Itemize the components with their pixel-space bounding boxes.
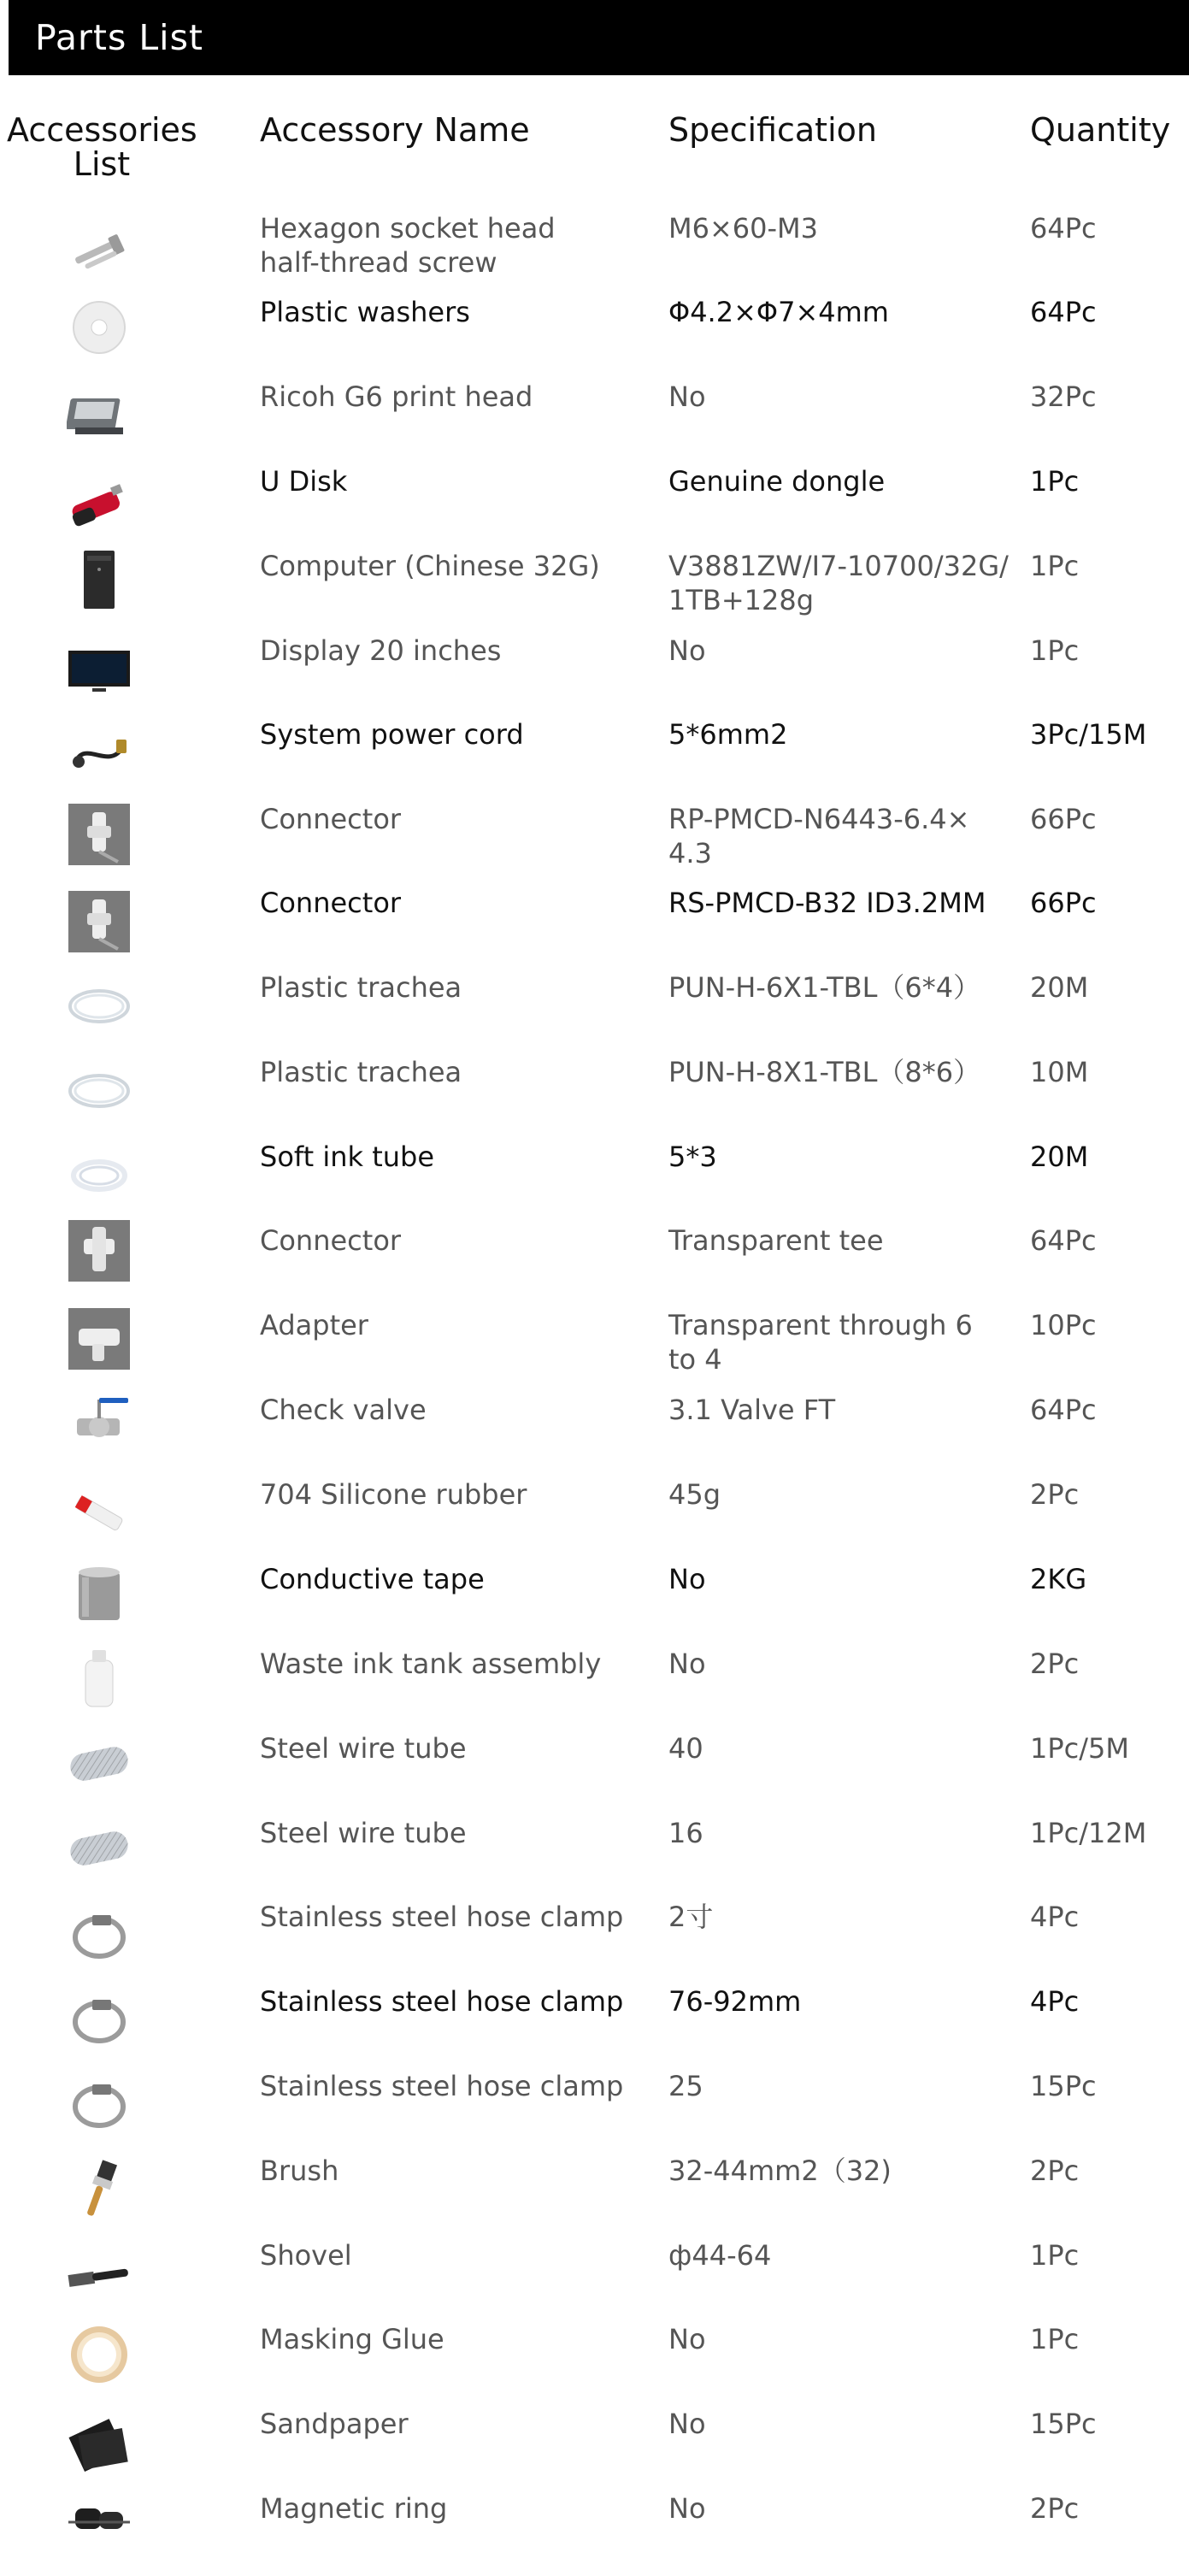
tube-coil-icon — [67, 1058, 132, 1123]
table-row — [0, 2491, 1189, 2576]
specification-line: 4.3 — [668, 837, 712, 869]
accessory-name — [260, 295, 653, 329]
accessory-name-line: Plastic trachea — [260, 1056, 462, 1088]
specification — [668, 1055, 1019, 1089]
specification-line: M6×60-M3 — [668, 212, 819, 245]
specification-line: 2寸 — [668, 1901, 714, 1933]
accessory-name-line: Connector — [260, 887, 402, 919]
accessory-name-line: 704 Silicone rubber — [260, 1478, 527, 1511]
quantity: 3Pc/15M — [1030, 718, 1147, 751]
accessory-name-line: U Disk — [260, 465, 348, 498]
quantity: 2Pc — [1030, 1648, 1080, 1680]
quantity: 64Pc — [1030, 296, 1097, 328]
specification-line: Transparent tee — [668, 1224, 884, 1257]
quantity: 64Pc — [1030, 1394, 1097, 1426]
accessory-name-line: Connector — [260, 803, 402, 835]
table-row — [0, 211, 1189, 296]
specification — [668, 2069, 1019, 2103]
table-row — [0, 2407, 1189, 2491]
specification — [668, 1562, 1019, 1596]
specification-line: 76-92mm — [668, 1985, 802, 2018]
header-accessories-line-2: List — [73, 145, 131, 183]
specification — [668, 802, 1019, 870]
specification — [668, 380, 1019, 414]
specification-line: 25 — [668, 2070, 703, 2102]
hose-clamp-icon — [67, 1988, 132, 2053]
table-row — [0, 464, 1189, 549]
header-accessories-line-1: Accessories — [7, 111, 197, 149]
specification-line: ф44-64 — [668, 2239, 772, 2272]
accessory-name-line: Sandpaper — [260, 2408, 409, 2440]
specification-line: No — [668, 2408, 706, 2440]
specification — [668, 1731, 1019, 1765]
table-row — [0, 717, 1189, 802]
quantity: 1Pc — [1030, 2323, 1080, 2355]
print-head-icon — [67, 383, 132, 448]
table-row — [0, 1140, 1189, 1224]
specification — [668, 295, 1019, 329]
table-row — [0, 1308, 1189, 1393]
specification — [668, 2491, 1019, 2526]
specification — [668, 1477, 1019, 1512]
accessory-name — [260, 211, 653, 280]
usb-disk-icon — [67, 468, 132, 533]
specification — [668, 549, 1019, 617]
ink-tube-icon — [67, 1143, 132, 1208]
accessory-name — [260, 634, 653, 668]
specification-line: Genuine dongle — [668, 465, 886, 498]
specification-line: V3881ZW/I7-10700/32G/ — [668, 550, 1009, 582]
accessory-name — [260, 2154, 653, 2188]
table-row — [0, 634, 1189, 718]
specification — [668, 1816, 1019, 1850]
specification-line: Φ4.2×Φ7×4mm — [668, 296, 889, 328]
monitor-icon — [67, 639, 132, 704]
table-row — [0, 1393, 1189, 1477]
header-quantity: Quantity — [1030, 111, 1171, 149]
accessory-name — [260, 1900, 653, 1934]
specification — [668, 1647, 1019, 1681]
quantity: 2Pc — [1030, 2492, 1080, 2525]
accessory-name-line: Steel wire tube — [260, 1732, 467, 1765]
specification-line: 45g — [668, 1478, 721, 1511]
screw-icon — [67, 218, 132, 283]
brush-icon — [67, 2157, 132, 2222]
accessory-name — [260, 2407, 653, 2441]
table-row — [0, 1900, 1189, 1984]
accessory-name-line: Conductive tape — [260, 1563, 485, 1595]
specification-line: No — [668, 2492, 706, 2525]
shovel-icon — [67, 2243, 132, 2308]
header-accessory-name: Accessory Name — [260, 111, 530, 149]
quantity: 20M — [1030, 971, 1089, 1004]
specification-line: 16 — [668, 1817, 703, 1849]
bottle-icon — [67, 1645, 132, 1710]
specification-line: RP-PMCD-N6443-6.4× — [668, 803, 970, 835]
tee-connector-icon — [67, 1218, 132, 1283]
quantity: 1Pc — [1030, 465, 1080, 498]
masking-tape-icon — [67, 2322, 132, 2387]
tube-coil-icon — [67, 974, 132, 1039]
specification — [668, 886, 1019, 920]
specification — [668, 2407, 1019, 2441]
accessory-name-line: Ricoh G6 print head — [260, 380, 533, 413]
specification — [668, 2154, 1019, 2188]
table-row — [0, 1223, 1189, 1308]
quantity: 64Pc — [1030, 1224, 1097, 1257]
valve-icon — [67, 1389, 132, 1454]
accessory-name-line: System power cord — [260, 718, 524, 751]
specification-line: No — [668, 1648, 706, 1680]
accessory-name — [260, 1731, 653, 1765]
quantity: 2KG — [1030, 1563, 1087, 1595]
specification-line: No — [668, 2323, 706, 2355]
accessory-name-line: Adapter — [260, 1309, 368, 1341]
quantity: 1Pc — [1030, 2239, 1080, 2272]
specification — [668, 211, 1019, 245]
wire-tube-icon — [67, 1816, 132, 1881]
hose-clamp-icon — [67, 1903, 132, 1968]
quantity: 66Pc — [1030, 803, 1097, 835]
table-row — [0, 295, 1189, 380]
accessory-name — [260, 1140, 653, 1174]
specification — [668, 1140, 1019, 1174]
accessory-name-line: Masking Glue — [260, 2323, 444, 2355]
table-row — [0, 549, 1189, 634]
specification-line: RS-PMCD-B32 ID3.2MM — [668, 887, 986, 919]
accessory-name — [260, 1984, 653, 2019]
accessory-name — [260, 549, 653, 583]
specification-line: 32-44mm2（32) — [668, 2155, 892, 2187]
quantity: 20M — [1030, 1141, 1089, 1173]
table-row — [0, 1731, 1189, 1816]
table-row — [0, 2154, 1189, 2238]
accessory-name — [260, 2069, 653, 2103]
accessory-name — [260, 970, 653, 1005]
quantity: 66Pc — [1030, 887, 1097, 919]
quantity: 15Pc — [1030, 2408, 1097, 2440]
accessory-name — [260, 2322, 653, 2356]
quantity: 2Pc — [1030, 1478, 1080, 1511]
quantity: 15Pc — [1030, 2070, 1097, 2102]
table-row — [0, 1984, 1189, 2069]
quantity: 4Pc — [1030, 1985, 1080, 2018]
specification — [668, 1223, 1019, 1258]
table-row — [0, 2069, 1189, 2154]
specification — [668, 1308, 1019, 1376]
accessory-name — [260, 380, 653, 414]
specification-line: Transparent through 6 — [668, 1309, 973, 1341]
wire-tube-icon — [67, 1731, 132, 1796]
specification — [668, 464, 1019, 498]
specification — [668, 1900, 1019, 1934]
accessory-name-line: Stainless steel hose clamp — [260, 2070, 624, 2102]
accessory-name — [260, 1816, 653, 1850]
specification-line: to 4 — [668, 1343, 722, 1376]
accessory-name-line: Display 20 inches — [260, 634, 502, 667]
table-row — [0, 2322, 1189, 2407]
accessory-name-line: Stainless steel hose clamp — [260, 1985, 624, 2018]
table-row — [0, 1816, 1189, 1901]
accessory-name-line: Hexagon socket head — [260, 212, 556, 245]
accessory-name — [260, 1223, 653, 1258]
quantity: 64Pc — [1030, 212, 1097, 245]
table-row — [0, 1647, 1189, 1731]
accessory-name-line: Magnetic ring — [260, 2492, 448, 2525]
accessory-name-line: Plastic washers — [260, 296, 470, 328]
quantity: 10Pc — [1030, 1309, 1097, 1341]
quantity: 1Pc — [1030, 634, 1080, 667]
quantity: 2Pc — [1030, 2155, 1080, 2187]
quantity: 1Pc/5M — [1030, 1732, 1129, 1765]
accessory-name — [260, 1562, 653, 1596]
specification — [668, 634, 1019, 668]
specification — [668, 717, 1019, 752]
accessory-name — [260, 1055, 653, 1089]
specification — [668, 970, 1019, 1005]
table-row — [0, 1562, 1189, 1647]
accessory-name-line: Brush — [260, 2155, 339, 2187]
specification-line: 5*3 — [668, 1141, 717, 1173]
accessory-name — [260, 2238, 653, 2272]
hose-clamp-icon — [67, 2072, 132, 2137]
table-row — [0, 1477, 1189, 1562]
accessory-name — [260, 1647, 653, 1681]
specification-line: 40 — [668, 1732, 703, 1765]
accessory-name-line: Waste ink tank assembly — [260, 1648, 602, 1680]
accessory-name — [260, 2491, 653, 2526]
accessory-name-line: half-thread screw — [260, 246, 497, 279]
quantity: 10M — [1030, 1056, 1089, 1088]
accessory-name-line: Computer (Chinese 32G) — [260, 550, 600, 582]
specification-line: 1TB+128g — [668, 584, 815, 616]
accessory-name — [260, 1477, 653, 1512]
accessory-name — [260, 1308, 653, 1342]
quantity: 1Pc — [1030, 550, 1080, 582]
accessory-name-line: Plastic trachea — [260, 971, 462, 1004]
specification-line: PUN-H-8X1-TBL（8*6） — [668, 1056, 981, 1088]
accessory-name — [260, 886, 653, 920]
connector-icon — [67, 889, 132, 954]
accessory-name-line: Steel wire tube — [260, 1817, 467, 1849]
specification — [668, 1984, 1019, 2019]
accessory-name-line: Shovel — [260, 2239, 352, 2272]
computer-tower-icon — [67, 547, 132, 612]
specification-line: PUN-H-6X1-TBL（6*4） — [668, 971, 981, 1004]
header-specification: Specification — [668, 111, 877, 149]
table-row — [0, 2238, 1189, 2323]
tape-can-icon — [67, 1562, 132, 1627]
accessory-name — [260, 464, 653, 498]
magnetic-ring-icon — [67, 2486, 132, 2551]
specification — [668, 2238, 1019, 2272]
specification-line: 5*6mm2 — [668, 718, 788, 751]
washer-icon — [67, 295, 132, 360]
accessory-name — [260, 802, 653, 836]
silicone-tube-icon — [67, 1481, 132, 1546]
table-row — [0, 886, 1189, 970]
accessory-name — [260, 1393, 653, 1427]
power-cord-icon — [67, 721, 132, 786]
accessory-name-line: Connector — [260, 1224, 402, 1257]
quantity: 32Pc — [1030, 380, 1097, 413]
specification-line: 3.1 Valve FT — [668, 1394, 836, 1426]
accessory-name-line: Soft ink tube — [260, 1141, 435, 1173]
table-row — [0, 802, 1189, 887]
specification-line: No — [668, 1563, 706, 1595]
specification — [668, 1393, 1019, 1427]
accessory-name-line: Stainless steel hose clamp — [260, 1901, 624, 1933]
table-row — [0, 380, 1189, 464]
table-row — [0, 1055, 1189, 1140]
specification — [668, 2322, 1019, 2356]
specification-line: No — [668, 380, 706, 413]
specification-line: No — [668, 634, 706, 667]
accessory-name — [260, 717, 653, 752]
table-row — [0, 970, 1189, 1055]
quantity: 1Pc/12M — [1030, 1817, 1147, 1849]
adapter-icon — [67, 1306, 132, 1371]
quantity: 4Pc — [1030, 1901, 1080, 1933]
accessory-name-line: Check valve — [260, 1394, 427, 1426]
connector-icon — [67, 802, 132, 867]
sandpaper-icon — [67, 2414, 132, 2479]
page-title: Parts List — [35, 17, 204, 58]
